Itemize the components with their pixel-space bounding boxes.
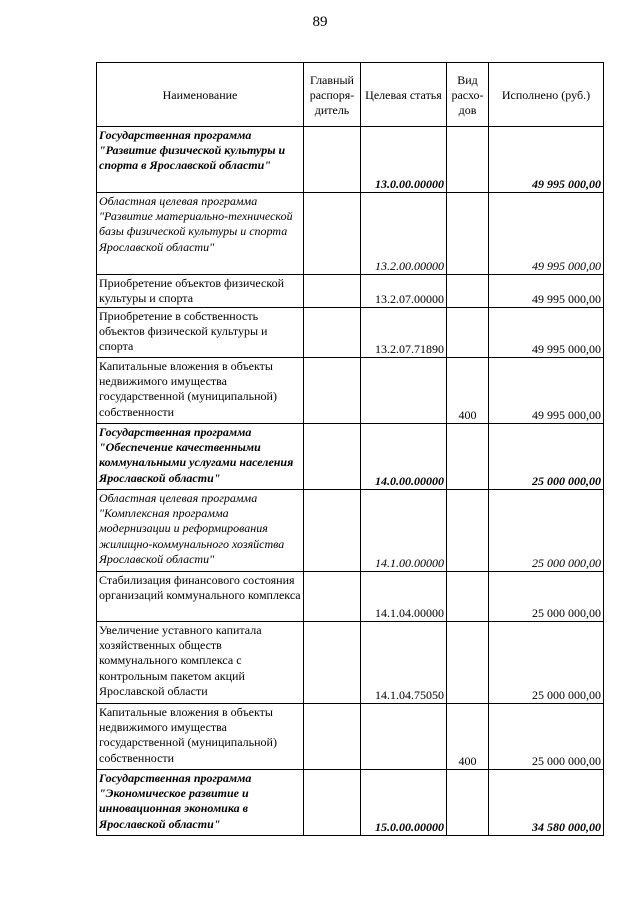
row-administrator-cell	[304, 704, 361, 770]
row-name-cell: Приобретение объектов физической культуры и спорта	[97, 275, 304, 308]
row-executed-cell: 49 995 000,00	[489, 193, 604, 275]
row-target-article-cell	[361, 704, 447, 770]
row-executed-cell: 49 995 000,00	[489, 275, 604, 308]
row-expense-type-cell	[447, 490, 489, 572]
header-administrator: Главный распоря-дитель	[304, 63, 361, 127]
table-row	[97, 127, 604, 193]
row-name-cell: Государственная программа "Развитие физической культуры и спорта в Ярославской области"	[97, 127, 304, 193]
row-executed-cell: 25 000 000,00	[489, 622, 604, 704]
row-target-article-cell: 13.2.07.71890	[361, 308, 447, 358]
budget-table	[96, 62, 604, 836]
row-expense-type-cell	[447, 308, 489, 358]
row-target-article-cell: 14.1.00.00000	[361, 490, 447, 572]
row-expense-type-cell	[447, 193, 489, 275]
row-administrator-cell	[304, 308, 361, 358]
header-target-article: Целевая статья	[361, 63, 447, 127]
header-name: Наименование	[97, 63, 304, 127]
row-name-cell: Увеличение уставного капитала хозяйственных обществ коммунального комплекса с контрольным пакетом акций Ярославской области	[97, 622, 304, 704]
table-row	[97, 704, 604, 770]
row-name-cell: Государственная программа "Обеспечение качественными коммунальными услугами населения Ярославской области"	[97, 424, 304, 490]
table-row	[97, 358, 604, 424]
row-target-article-cell: 14.1.04.00000	[361, 572, 447, 622]
row-target-article-cell: 13.2.07.00000	[361, 275, 447, 308]
header-expense-type: Вид расхо-дов	[447, 63, 489, 127]
row-executed-cell: 34 580 000,00	[489, 770, 604, 836]
table-row	[97, 308, 604, 358]
row-expense-type-cell	[447, 127, 489, 193]
row-name-cell: Приобретение в собственность объектов физической культуры и спорта	[97, 308, 304, 358]
row-expense-type-cell	[447, 275, 489, 308]
row-executed-cell: 25 000 000,00	[489, 424, 604, 490]
row-administrator-cell	[304, 127, 361, 193]
row-target-article-cell: 15.0.00.00000	[361, 770, 447, 836]
row-administrator-cell	[304, 770, 361, 836]
row-executed-cell: 49 995 000,00	[489, 358, 604, 424]
row-name-cell: Областная целевая программа "Комплексная программа модернизации и реформирования жилищно-коммунального хозяйства Ярославской области"	[97, 490, 304, 572]
table-row	[97, 572, 604, 622]
table-row	[97, 193, 604, 275]
row-executed-cell: 25 000 000,00	[489, 572, 604, 622]
row-name-cell: Государственная программа "Экономическое развитие и инновационная экономика в Ярославской области"	[97, 770, 304, 836]
row-executed-cell: 25 000 000,00	[489, 704, 604, 770]
row-expense-type-cell: 400	[447, 358, 489, 424]
table-row	[97, 275, 604, 308]
table-body	[97, 127, 604, 836]
table-header-row	[97, 63, 604, 127]
row-administrator-cell	[304, 358, 361, 424]
row-executed-cell: 25 000 000,00	[489, 490, 604, 572]
row-target-article-cell: 14.0.00.00000	[361, 424, 447, 490]
table-row	[97, 770, 604, 836]
row-target-article-cell: 14.1.04.75050	[361, 622, 447, 704]
row-name-cell: Капитальные вложения в объекты недвижимого имущества государственной (муниципальной) собственности	[97, 704, 304, 770]
row-administrator-cell	[304, 572, 361, 622]
row-name-cell: Капитальные вложения в объекты недвижимого имущества государственной (муниципальной) собственности	[97, 358, 304, 424]
row-executed-cell: 49 995 000,00	[489, 308, 604, 358]
table-row	[97, 622, 604, 704]
row-name-cell: Областная целевая программа "Развитие материально-технической базы физической культуры и спорта Ярославской области"	[97, 193, 304, 275]
row-administrator-cell	[304, 490, 361, 572]
row-administrator-cell	[304, 275, 361, 308]
row-administrator-cell	[304, 193, 361, 275]
row-target-article-cell	[361, 358, 447, 424]
row-expense-type-cell	[447, 622, 489, 704]
row-expense-type-cell: 400	[447, 704, 489, 770]
header-executed: Исполнено (руб.)	[489, 63, 604, 127]
row-target-article-cell: 13.2.00.00000	[361, 193, 447, 275]
row-administrator-cell	[304, 424, 361, 490]
row-name-cell: Стабилизация финансового состояния организаций коммунального комплекса	[97, 572, 304, 622]
row-administrator-cell	[304, 622, 361, 704]
row-target-article-cell: 13.0.00.00000	[361, 127, 447, 193]
page-number: 89	[312, 14, 328, 30]
table-row	[97, 490, 604, 572]
row-expense-type-cell	[447, 424, 489, 490]
table-row	[97, 424, 604, 490]
row-expense-type-cell	[447, 572, 489, 622]
row-expense-type-cell	[447, 770, 489, 836]
row-executed-cell: 49 995 000,00	[489, 127, 604, 193]
